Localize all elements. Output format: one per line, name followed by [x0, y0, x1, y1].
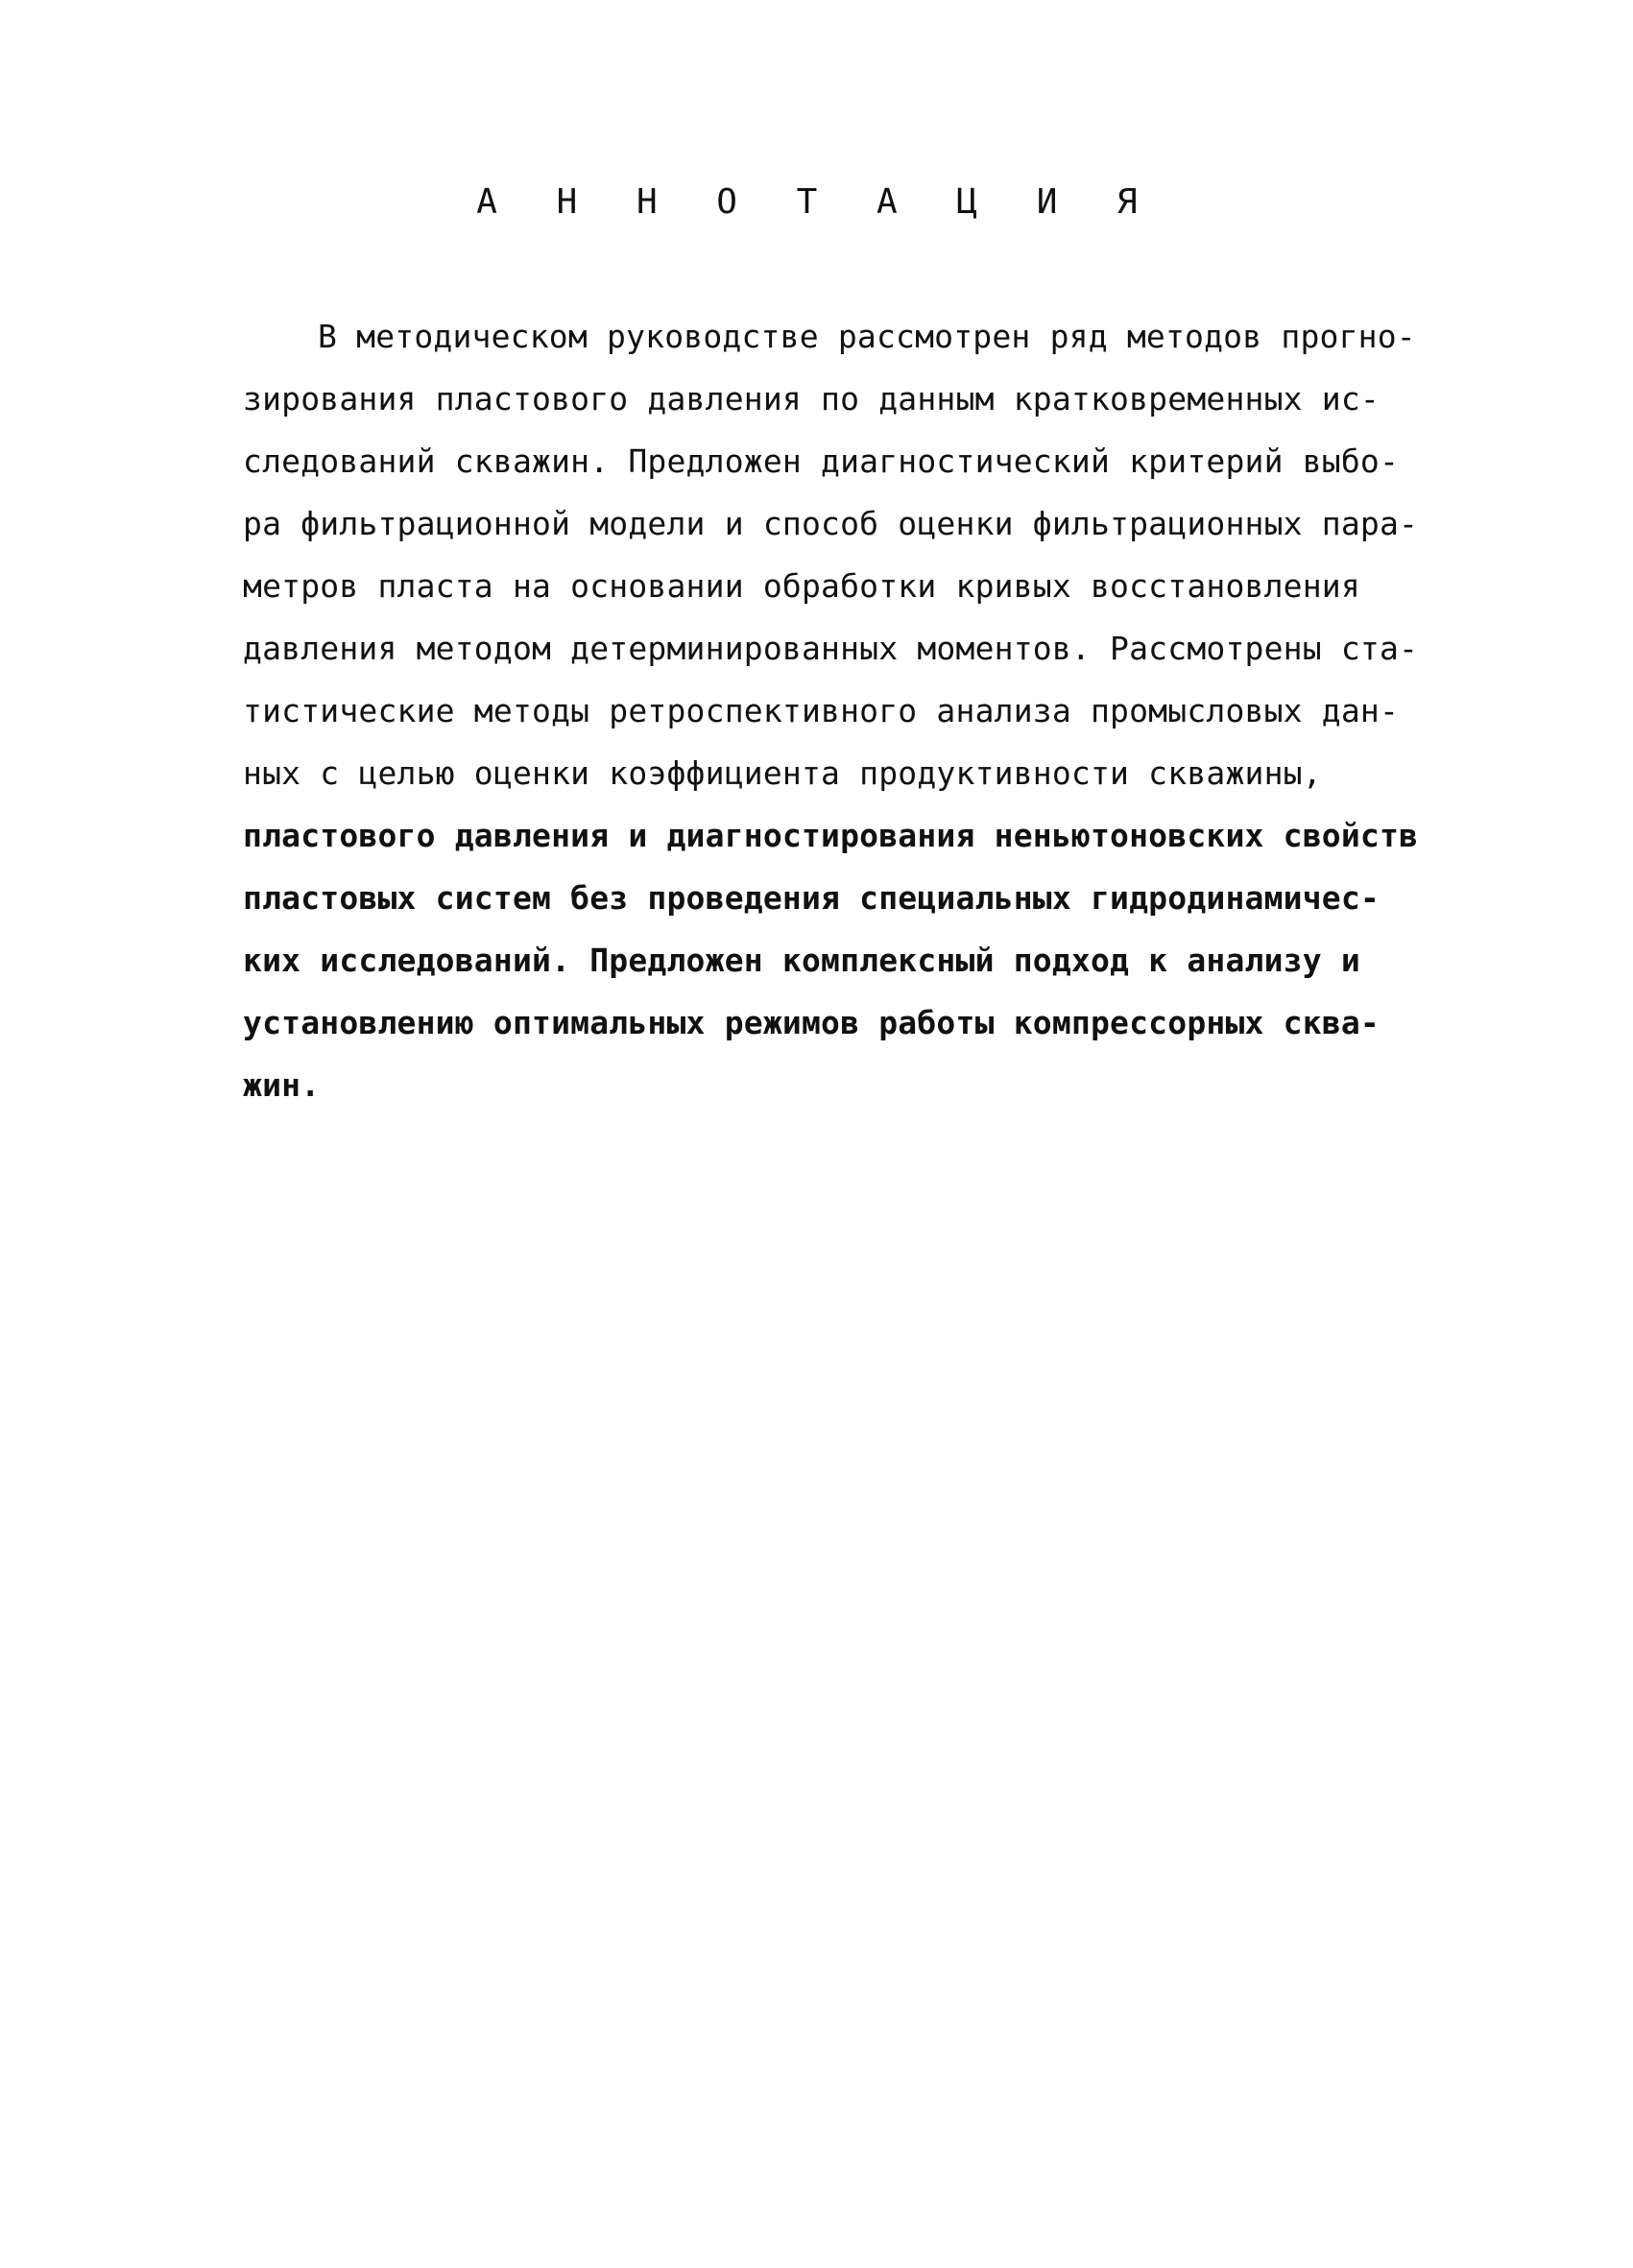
text-line: зирования пластового давления по данным кратковременных ис-	[243, 380, 1380, 418]
page-title: А Н Н О Т А Ц И Я	[476, 182, 1157, 222]
text-line: жин.	[243, 1066, 321, 1104]
text-line: установлению оптимальных режимов работы компрессорных сква-	[243, 1004, 1380, 1041]
text-line: давления методом детерминированных моментов. Рассмотрены ста-	[243, 630, 1419, 667]
text-line: ных с целью оценки коэффициента продуктивности скважины,	[243, 754, 1322, 792]
abstract-body	[243, 305, 1433, 1116]
text-line: тистические методы ретроспективного анализа промысловых дан-	[243, 692, 1400, 729]
text-line: следований скважин. Предложен диагностический критерий выбо-	[243, 442, 1400, 480]
text-line: пластовых систем без проведения специальных гидродинамичес-	[243, 879, 1380, 917]
text-line: пластового давления и диагностирования неньютоновских свойств	[243, 817, 1419, 854]
text-line: В методическом руководстве рассмотрен ряд методов прогно-	[318, 318, 1416, 355]
text-line: ра фильтрационной модели и способ оценки фильтрационных пара-	[243, 505, 1419, 542]
text-line: ких исследований. Предложен комплексный подход к анализу и	[243, 942, 1360, 979]
text-line: метров пласта на основании обработки кривых восстановления	[243, 567, 1360, 605]
